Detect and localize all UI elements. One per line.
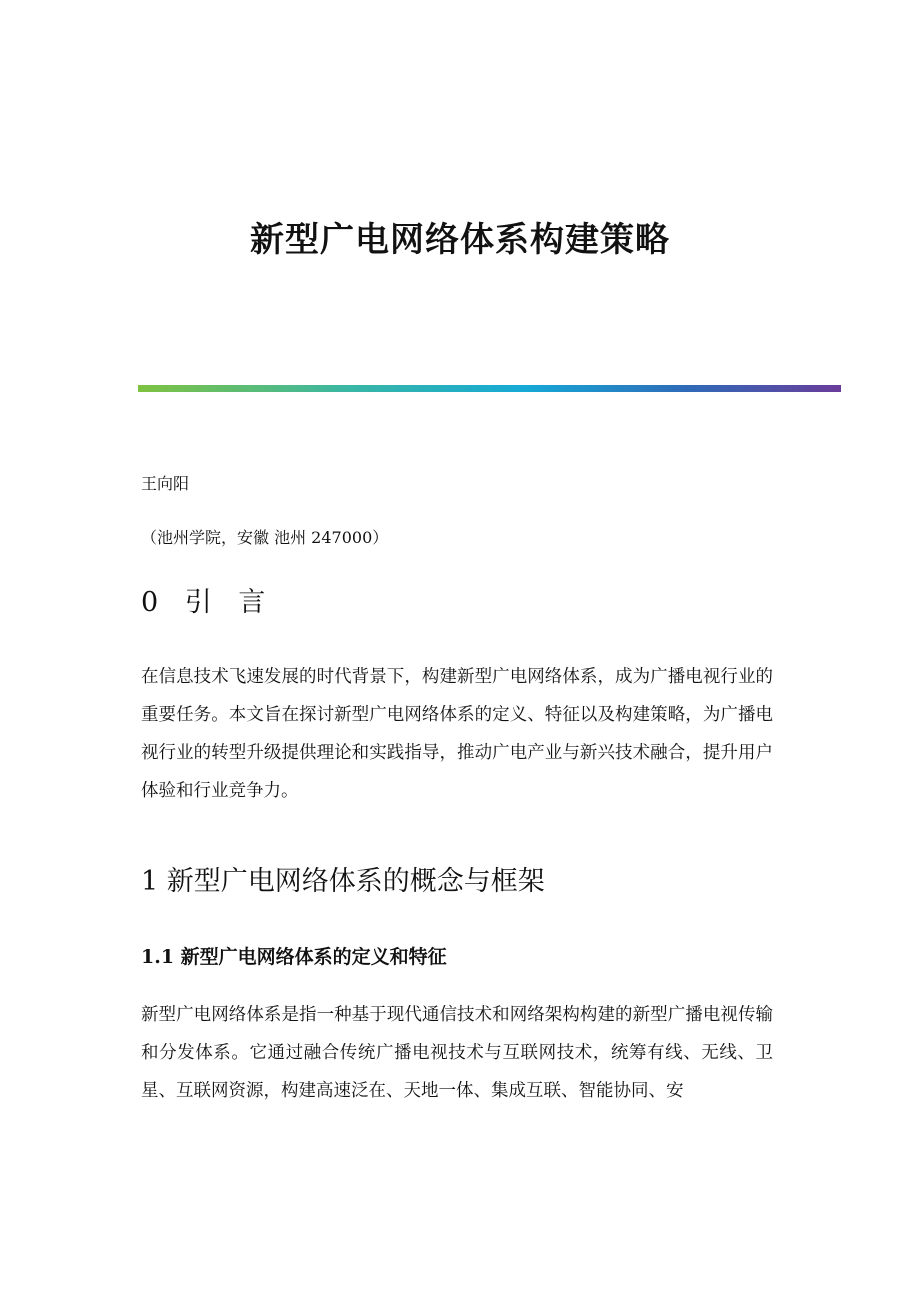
author-name: 王向阳: [141, 474, 190, 493]
introduction-paragraph: 在信息技术飞速发展的时代背景下，构建新型广电网络体系，成为广播电视行业的重要任务。本文旨在探讨新型广电网络体系的定义、特征以及构建策略，为广播电视行业的转型升级提供理论和实践指导，推动广电产业与新兴技术融合，提升用户体验和行业竞争力。: [141, 667, 773, 801]
section-heading-1: 1 新型广电网络体系的概念与框架: [141, 866, 545, 897]
author-affiliation: （池州学院，安徽 池州 247000）: [141, 528, 389, 547]
title-divider-rule: [138, 385, 841, 392]
subsection-1-1-paragraph: 新型广电网络体系是指一种基于现代通信技术和网络架构构建的新型广播电视传输和分发体系。它通过融合传统广播电视技术与互联网技术，统筹有线、无线、卫星、互联网资源，构建高速泛在、天地一体、集成互联、智能协同、安: [141, 1005, 773, 1101]
document-title: 新型广电网络体系构建策略: [250, 220, 670, 260]
subsection-heading-1-1: 1.1 新型广电网络体系的定义和特征: [141, 946, 447, 968]
section-heading-introduction: 0 引 言: [141, 587, 272, 618]
